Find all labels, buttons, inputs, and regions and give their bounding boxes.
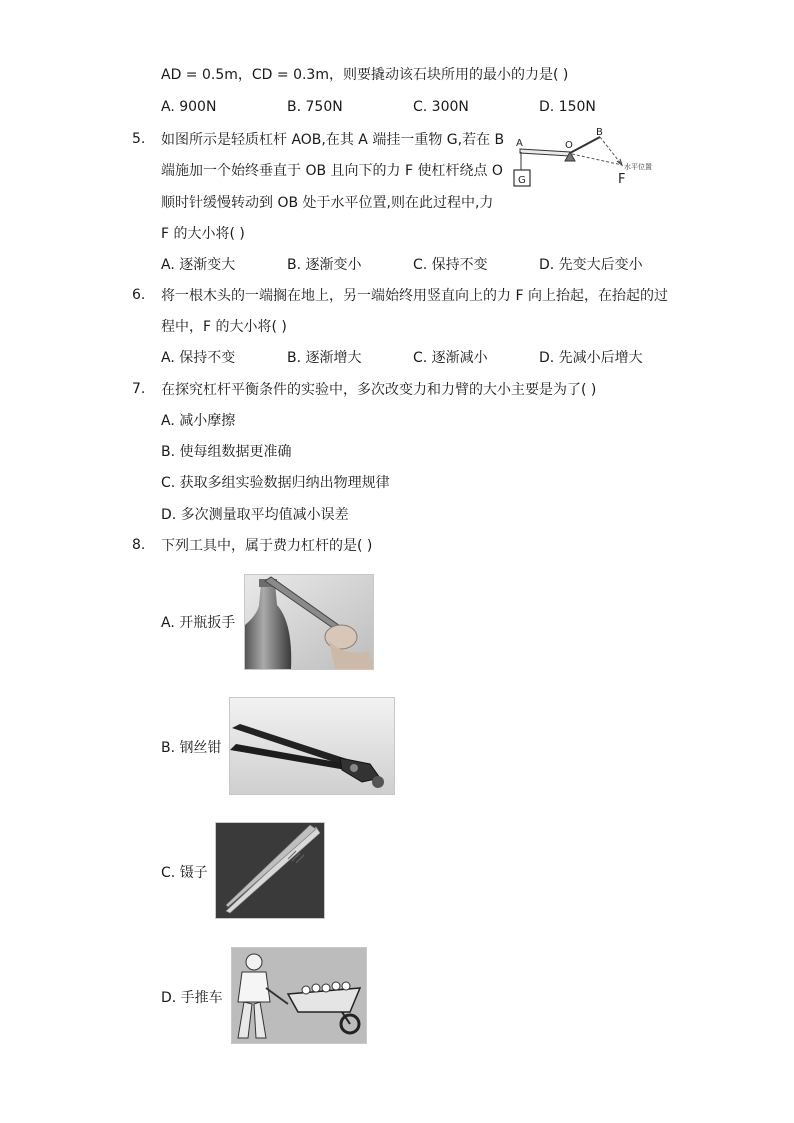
q5-option-c[interactable]: C. 保持不变 [413, 257, 488, 273]
q8-option-b[interactable]: B. 钢丝钳 [161, 740, 222, 756]
label-o: O [565, 140, 573, 151]
label-b: B [596, 127, 603, 138]
q8-option-a[interactable]: A. 开瓶扳手 [161, 615, 236, 631]
q4-option-d[interactable]: D. 150N [539, 99, 596, 115]
q4-option-b[interactable]: B. 750N [287, 99, 343, 115]
lever-arm-ao [520, 149, 570, 156]
q5-line-1: 如图所示是轻质杠杆 AOB,在其 A 端挂一重物 G,若在 B [161, 132, 505, 148]
q7-option-c[interactable]: C. 获取多组实验数据归纳出物理规律 [161, 475, 390, 491]
wheelbarrow-image[interactable] [231, 947, 367, 1044]
label-a: A [516, 138, 523, 149]
q7-option-b[interactable]: B. 使每组数据更准确 [161, 444, 292, 460]
q6-option-c[interactable]: C. 逐渐减小 [413, 350, 488, 366]
q5-number: 5. [132, 131, 146, 147]
lever-arm-ob [570, 137, 600, 153]
q6-option-d[interactable]: D. 先减小后增大 [539, 350, 643, 366]
wire-cutter-image[interactable] [229, 697, 395, 795]
q7-text: 在探究杠杆平衡条件的实验中，多次改变力和力臂的大小主要是为了( ) [161, 382, 597, 398]
q5-lever-figure [510, 125, 660, 190]
q5-line-2: 端施加一个始终垂直于 OB 且向下的力 F 使杠杆绕点 O [161, 163, 503, 179]
bottle-opener-image[interactable] [244, 574, 374, 670]
q7-option-d[interactable]: D. 多次测量取平均值减小误差 [161, 507, 349, 523]
q6-line-1: 将一根木头的一端搁在地上，另一端始终用竖直向上的力 F 向上抬起，在抬起的过 [161, 288, 668, 304]
q6-number: 6. [132, 287, 146, 303]
q6-option-a[interactable]: A. 保持不变 [161, 350, 236, 366]
q5-line-3: 顺时针缓慢转动到 OB 处于水平位置,则在此过程中,力 [161, 195, 494, 211]
q5-option-d[interactable]: D. 先变大后变小 [539, 257, 643, 273]
q5-option-a[interactable]: A. 逐渐变大 [161, 257, 236, 273]
label-f: F [618, 172, 626, 187]
q8-option-c[interactable]: C. 镊子 [161, 865, 208, 881]
q8-number: 8. [132, 537, 146, 553]
q8-text: 下列工具中，属于费力杠杆的是( ) [161, 538, 373, 554]
q5-option-b[interactable]: B. 逐渐变小 [287, 257, 362, 273]
label-g: G [518, 175, 526, 186]
q4-option-c[interactable]: C. 300N [413, 99, 469, 115]
tweezers-image[interactable] [215, 822, 325, 919]
q4-option-a[interactable]: A. 900N [161, 99, 217, 115]
q8-option-d[interactable]: D. 手推车 [161, 990, 223, 1006]
q5-line-4: F 的大小将( ) [161, 226, 245, 242]
horizontal-position-line [572, 154, 622, 165]
q6-line-2: 程中，F 的大小将( ) [161, 319, 287, 335]
q7-option-a[interactable]: A. 减小摩擦 [161, 413, 236, 429]
label-horizontal: 水平位置 [624, 163, 652, 171]
q7-number: 7. [132, 381, 146, 397]
q4-text: AD = 0.5m，CD = 0.3m，则要撬动该石块所用的最小的力是( ) [161, 67, 569, 83]
q6-option-b[interactable]: B. 逐渐增大 [287, 350, 362, 366]
